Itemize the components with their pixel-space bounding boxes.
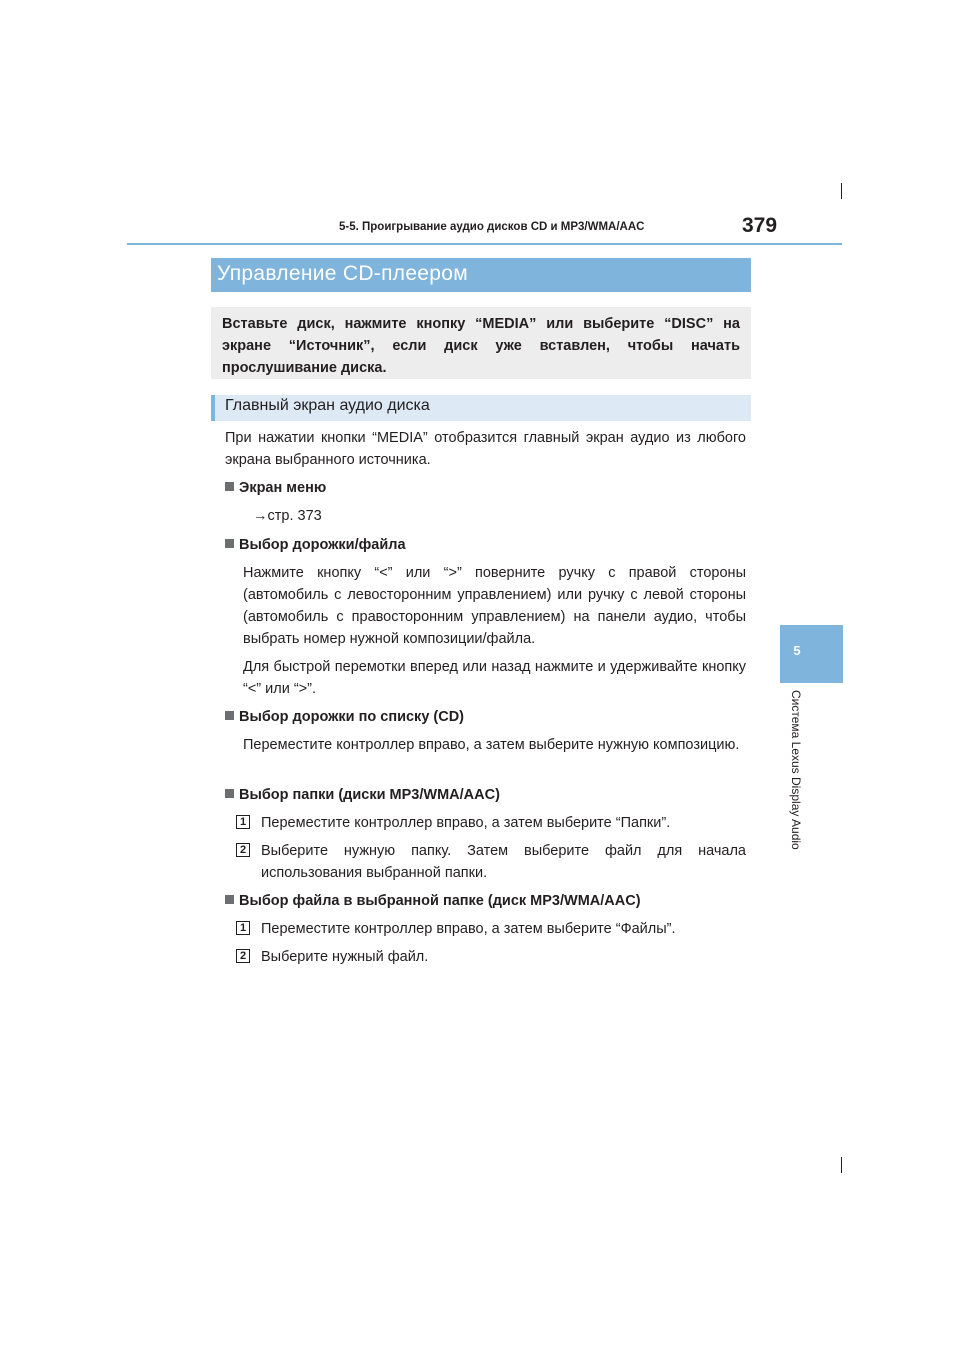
header-rule bbox=[127, 243, 842, 245]
menu-heading bbox=[225, 477, 326, 499]
track-text-1: Нажмите кнопку “<” или “>” поверните ручку с правой стороны (автомобиль с левосторонним управлением) или ручку с левой стороны (автомобиль с правосторонним управлением) на панели аудио, чтобы выбрать номер нужной композиции/файла. bbox=[243, 565, 746, 647]
track-heading bbox=[225, 534, 406, 556]
menu-heading-text: Экран меню bbox=[239, 480, 327, 496]
folder-heading bbox=[225, 784, 500, 806]
chapter-label bbox=[779, 690, 813, 880]
chapter-label-text: Система Lexus Display Audio bbox=[789, 690, 803, 850]
chapter-tab bbox=[780, 625, 843, 683]
file-heading bbox=[225, 890, 641, 912]
folder-step-2: Выберите нужную папку. Затем выберите файл для начала использования выбранной папки. bbox=[261, 843, 746, 881]
menu-page-ref: →стр. 373 bbox=[253, 508, 322, 524]
track-text-2: Для быстрой перемотки вперед или назад нажмите и удерживайте кнопку “<” или “>”. bbox=[243, 659, 746, 697]
file-step-1: Переместите контроллер вправо, а затем выберите “Файлы”. bbox=[261, 921, 676, 937]
step-number-badge: 2 bbox=[236, 949, 250, 963]
bullet-square-icon bbox=[225, 789, 234, 798]
track-heading-text: Выбор дорожки/файла bbox=[239, 537, 406, 553]
track-list-heading-text: Выбор дорожки по списку (CD) bbox=[239, 709, 465, 725]
page-title: Управление CD-плеером bbox=[217, 262, 468, 285]
section-header: 5-5. Проигрывание аудио дисков CD и MP3/WMA/AAC bbox=[339, 221, 645, 233]
step-number-badge: 2 bbox=[236, 843, 250, 857]
folder-step-1: Переместите контроллер вправо, а затем выберите “Папки”. bbox=[261, 815, 671, 831]
intro-text: Вставьте диск, нажмите кнопку “MEDIA” или выберите “DISC” на экране “Источник”, если диск уже вставлен, чтобы начать прослушивание диска. bbox=[222, 316, 740, 376]
step-number-badge: 1 bbox=[236, 921, 250, 935]
main-paragraph: При нажатии кнопки “MEDIA” отобразится главный экран аудио из любого экрана выбранного источника. bbox=[225, 430, 746, 468]
bullet-square-icon bbox=[225, 711, 234, 720]
page-number: 379 bbox=[742, 214, 778, 237]
bullet-square-icon bbox=[225, 482, 234, 491]
subheading-bar bbox=[211, 395, 751, 421]
step-number-badge: 1 bbox=[236, 815, 250, 829]
folder-heading-text: Выбор папки (диски MP3/WMA/AAC) bbox=[239, 787, 500, 803]
chapter-number: 5 bbox=[793, 643, 801, 658]
bullet-square-icon bbox=[225, 539, 234, 548]
intro-box bbox=[211, 307, 751, 379]
track-list-text: Переместите контроллер вправо, а затем выберите нужную композицию. bbox=[243, 737, 740, 753]
crop-mark-top bbox=[841, 183, 842, 199]
track-list-heading bbox=[225, 706, 464, 728]
crop-mark-bottom bbox=[841, 1157, 842, 1173]
file-heading-text: Выбор файла в выбранной папке (диск MP3/WMA/AAC) bbox=[239, 893, 641, 909]
file-step-2: Выберите нужный файл. bbox=[261, 949, 429, 965]
subheading: Главный экран аудио диска bbox=[225, 397, 430, 414]
bullet-square-icon bbox=[225, 895, 234, 904]
page-title-bar bbox=[211, 258, 751, 292]
